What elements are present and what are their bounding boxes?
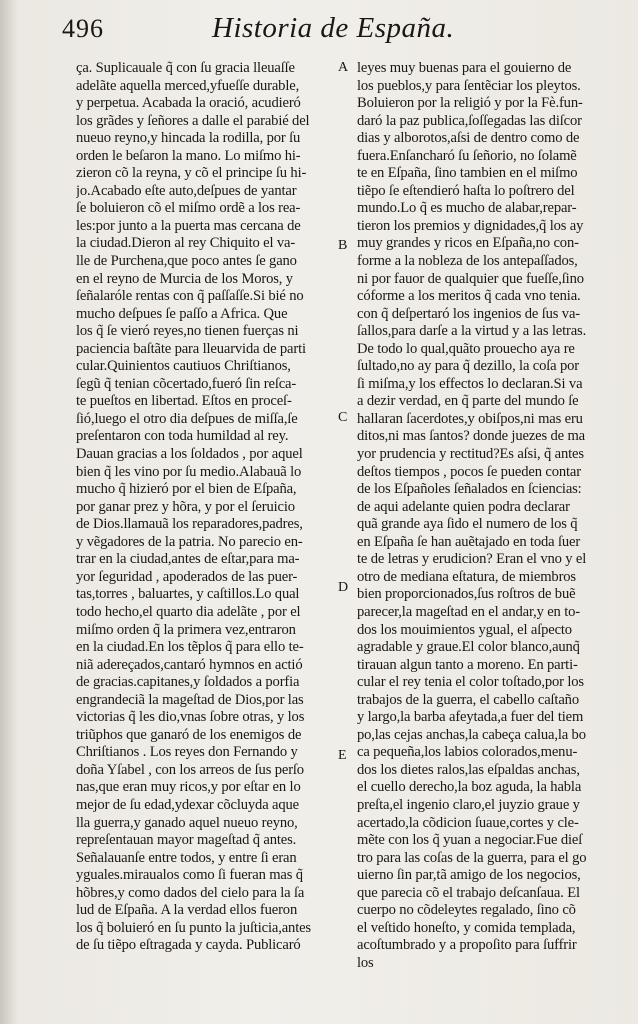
text-line: preſta,el ingenio claro,el juyzio graue y [357,796,580,813]
text-line: ſallos,para darſe a la virtud y a las letras. [357,323,587,340]
text-line: yor prudencia y rectitud?Es aſsi, q̃ antes [357,446,584,463]
text-line: cóforme a los meritos q̃ cada vno tenia. [357,288,581,305]
text-line: po,las cejas anchas,la cabeça calua,la bo [357,726,586,743]
text-line: ça. Suplicauale q̃ con ſu gracia lleuaſſe [76,60,295,76]
text-line: Boluieron por la religió y por la Fè.fun- [357,95,583,112]
text-line: acertado,la cõdicion ſuaue,cortes y cle- [357,814,579,831]
text-line: y vẽgadores de la patria. No parecio en- [76,533,303,550]
text-line: en el reyno de Murcia de los Moros, y [76,270,293,287]
text-line: todo hecho,el quarto dia adelãte , por el [76,603,301,620]
text-line: De todo lo qual,quãto prouecho aya re [357,340,575,357]
text-line: de los Eſpañoles ſeñalados en ſciencias: [357,481,582,498]
text-line: doña Yſabel , con los arreos de ſus perſo [76,761,304,778]
text-line: Chriſtianos . Los reyes don Fernando y [76,744,298,761]
text-line: con q̃ deſpertaró los ingenios de ſus va- [357,305,580,322]
text-line: los pueblos,y para ſentẽciar los pleytos. [357,77,581,94]
text-line: acoſtumbrado y a propoſito para ſuffrir [357,937,577,954]
text-line: el veſtido honeſto, y comida templada, [357,919,576,936]
text-line: bien q̃ les vino por ſu medio.Alabauã lo [76,463,302,480]
text-line: ni por fauor de qualquier que fueſſe,ſino [357,270,584,287]
text-line: trabajos de la guerra, el cabello caſtaño [357,691,579,708]
text-line: hõbres,y como dados del cielo para la ſa [76,884,305,901]
text-line: parecer,la mageſtad en el andar,y en to- [357,603,580,620]
text-line: tirauan algun tanto a moreno. En parti- [357,656,578,673]
text-line: ſultado,no ay para q̃ dezillo, la coſa por [357,358,579,375]
text-line: tro para las coſas de la guerra, para el go [357,849,587,866]
text-line: de ſu tiẽpo eſtragada y cayda. Publicaró [76,937,301,954]
text-line: daró la paz publica,ſoſſegadas las diſcor [357,112,582,129]
running-title: Historia de España. [212,12,455,44]
text-line: uierno ſin par,tã amigo de los negocios, [357,867,581,884]
text-line: agradable y graue.El color blanco,aunq̃ [357,639,580,656]
text-line: paciencia baſtãte para lleuarvida de parti [76,340,306,357]
text-line: ſió,luego el otro dia deſpues de miſſa,ſe [76,410,298,427]
text-line: de Dios.llamauã los reparadores,padres, [76,516,303,533]
text-line: dos los mouimientos ygual, el aſpecto [357,621,572,638]
text-line: bien proporcionados,ſus roſtros de buẽ [357,586,576,603]
text-line: deſtos tiempos , pocos ſe pueden contar [357,463,581,480]
text-line: trar en la ciudad,antes de eſtar,para ma- [76,551,300,568]
text-line: nueuo reyno,y hincada la rodilla, por ſu [76,130,301,147]
text-line: dos los dietes ralos,las eſpaldas anchas, [357,761,580,778]
text-line: quã grande aya ſido el numero de los q̃ [357,516,578,533]
text-line: la ciudad.Dieron al rey Chiquito el va- [76,235,296,252]
text-line: otro de mediana eſtatura, de miembros [357,568,576,585]
text-line: te en Eſpaña, ſino tambien en el miſmo [357,165,578,182]
text-line: los q̃ boluieró en ſu punto la juſticia,antes [76,919,311,936]
text-line: en Eſpaña ſe han auẽtajado en toda ſuer [357,533,581,550]
text-line: repreſentauan mayor mageſtad q̃ antes. [76,832,297,849]
text-line: hallaran ſacerdotes,y obiſpos,ni mas eru [357,410,583,427]
text-line: en la ciudad.En los tẽplos q̃ para ello te- [76,639,304,656]
gutter-shadow [0,0,18,1024]
text-line: lle de Purchena,que poco antes ſe gano [76,253,297,270]
text-line: te pueſtos en libertad. Eſtos en proceſ- [76,393,292,410]
left-text-column [76,60,349,955]
text-line: y largo,la barba afeytada,a fuer del tiem [357,709,584,726]
text-line: leyes muy buenas para el gouierno de [357,60,572,76]
text-line: nas,que eran muy ricos,y por eſtar en lo [76,779,301,796]
text-line: tieron los premios y dignidades,q̃ los ay [357,217,584,234]
margin-marker-a: A [338,60,349,75]
text-line: a dezir verdad, en q̃ parte del mundo ſe [357,393,579,410]
text-line: el cuello derecho,la boz aguda, la habla [357,779,582,796]
page-header [62,8,622,48]
text-line: zieron cõ la reyna, y cõ el principe ſu hi- [76,165,307,182]
text-line: yor ſeguridad , apoderados de las puer- [76,568,298,585]
text-line: engrandeciã la mageſtad de Dios,por las [76,691,304,708]
text-line: que parecia cõ el trabajo deſcanſaua. El [357,884,580,901]
text-line: dias y alborotos,aſsi de dentro como de [357,130,580,147]
margin-marker-d: D [338,580,349,595]
text-line: lla guerra,y ganado aquel nueuo reyno, [76,814,298,831]
text-line: ſeñalaróle rentas con q̃ paſſaſſe.Si bié no [76,288,304,305]
text-line: les:por junto a la puerta mas cercana de [76,217,301,234]
text-line: preſentaron con toda humildad al rey. [76,428,289,445]
text-line: muy grandes y ricos en Eſpaña,no con- [357,235,579,252]
text-line: por ganar prez y hõra, y por el ſeruicio [76,498,295,515]
text-line: de gracias.capitanes,y ſoldados a porfia [76,674,300,691]
text-line: mucho q̃ hizieró por el bien de Eſpaña, [76,481,297,498]
text-line: cuerpo no cõdeleytes regalado, ſino cõ [357,902,576,919]
text-line: lud de Eſpaña. A la verdad ellos fueron [76,902,298,919]
text-line: adelãte aquella merced,yfueſſe durable, [76,77,300,94]
text-line: de aqui adelante quien podra declarar [357,498,570,515]
text-line: mẽte con los q̃ yuan a negociar.Fue dieſ [357,832,583,849]
margin-marker-c: C [338,410,348,425]
text-line: mundo.Lo q̃ es mucho de alabar,repar- [357,200,577,217]
text-line: ſegũ q̃ tenian cõcertado,fueró ſin reſca- [76,375,297,392]
text-line: ſe boluieron cõ el miſmo ordẽ a los rea- [76,200,301,217]
margin-marker-e: E [338,748,347,763]
margin-marker-b: B [338,238,348,253]
text-line: miſmo orden q̃ la primera vez,entraron [76,621,296,638]
text-line: ditos,ni mas ſantos? donde juezes de ma [357,428,585,445]
text-line: jo.Acabado eſte auto,deſpues de yantar [76,182,297,199]
text-line: los [357,954,374,971]
text-line: yguales.miraualos como ſi fueran mas q̃ [76,867,303,884]
text-line: tas,torres , baluartes, y caſtillos.Lo qual [76,586,300,603]
text-line: triũphos que ganaró de los enemigos de [76,726,302,743]
right-text-column [357,60,613,972]
text-line: niã adereçados,cantaró hymnos en actió [76,656,303,673]
text-line: mejor de ſu edad,ydexar cõcluyda aque [76,796,299,813]
text-line: tiẽpo ſe eſtendieró haſta lo poſtrero del [357,182,575,199]
text-line: forme a la nobleza de los antepaſſados, [357,253,578,270]
text-line: ſi miſma,y los effectos lo declaran.Si va [357,375,583,392]
text-line: orden le beſaron la mano. Lo miſmo hi- [76,147,301,164]
text-line: Dauan gracias a los ſoldados , por aquel [76,446,303,463]
text-line: cular.Quinientos cautiuos Chriſtianos, [76,358,291,375]
text-line: mucho deſpues ſe paſſo a Africa. Que [76,305,288,322]
text-line: y perpetua. Acabada la oració, acudieró [76,95,301,112]
text-line: fuera.Enſancharó ſu ſeñorio, no ſolamẽ [357,147,577,164]
text-line: Señalauanſe entre todos, y entre ſi eran [76,849,297,866]
text-line: te de letras y erudicion? Eran el vno y el [357,551,587,568]
page-number: 496 [62,14,104,43]
text-line: los q̃ ſe vieró reyes,no tienen fuerças ni [76,323,299,340]
text-line: cular el rey tenia el color toſtado,por los [357,674,584,691]
text-line: ca pequeña,los labios colorados,menu- [357,744,578,761]
text-line: victorias q̃ les dio,vnas ſobre otras, y los [76,709,305,726]
text-line: los grãdes y ſeñores a dalle el parabié del [76,112,310,129]
